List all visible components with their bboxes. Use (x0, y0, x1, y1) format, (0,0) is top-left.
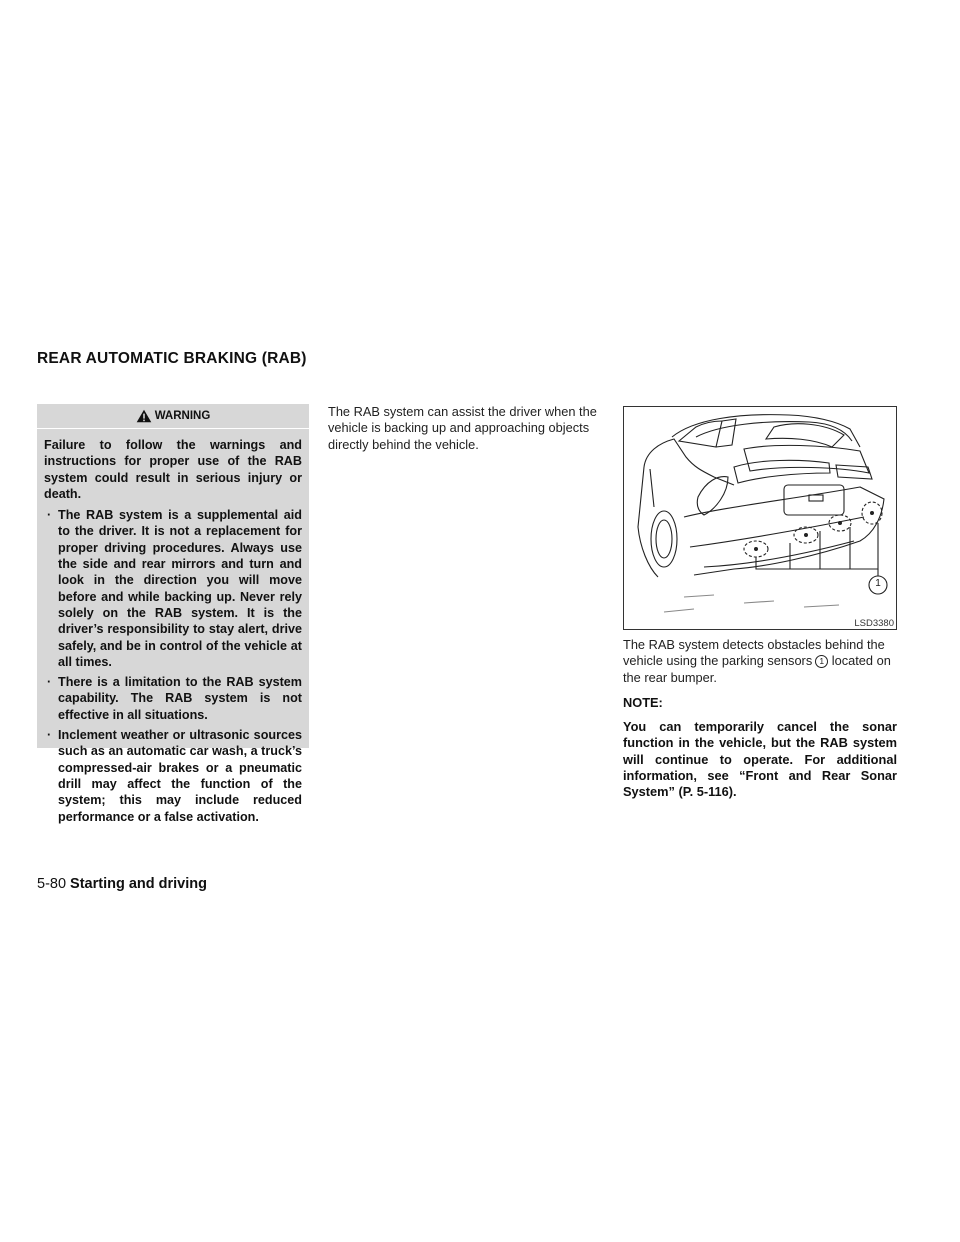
warning-bullet (44, 727, 302, 825)
figure-callout-number: 1 (875, 578, 881, 589)
warning-box (37, 404, 309, 824)
warning-bullet-text: There is a limitation to the RAB system capability. The RAB system is not effective in all situations. (58, 675, 302, 722)
warning-intro: Failure to follow the warnings and instructions for proper use of the RAB system could result in serious injury or death. (44, 438, 302, 501)
detect-paragraph (623, 637, 897, 686)
section-title: REAR AUTOMATIC BRAKING (RAB) (37, 350, 307, 367)
bullet-mark: · (47, 675, 52, 690)
note-heading: NOTE: (623, 694, 663, 710)
detect-text-after: located on the rear bumper. (623, 653, 891, 685)
intro-paragraph: The RAB system can assist the driver when the vehicle is backing up and approaching objects directly behind the vehicle. (328, 404, 597, 452)
figure-code: LSD3380 (854, 618, 894, 629)
chapter-title: Starting and driving (70, 876, 207, 892)
warning-bullet-list (44, 507, 302, 825)
warning-bullet-text: Inclement weather or ultrasonic sources such as an automatic car wash, a truck’s compressed-air brakes or a pneumatic drill may affect the function of the system; this may include reduced performance or a false activation. (58, 728, 302, 824)
warning-bullet (44, 674, 302, 723)
rear-bumper-illustration (623, 406, 897, 630)
note-body: You can temporarily cancel the sonar function in the vehicle, but the RAB system will continue to operate. For additional information, see “Front and Rear Sonar System” (P. 5-116). (623, 719, 897, 800)
callout-number-icon: 1 (815, 655, 828, 668)
warning-bullet-text: The RAB system is a supplemental aid to the driver. It is not a replacement for proper driving procedures. Always use the side and rear mirrors and turn and look in the direction you will move before and while backing up. Never rely solely on the RAB system. It is the driver’s responsibility to stay alert, drive safely, and be in control of the vehicle at all times. (58, 508, 302, 669)
bullet-mark: · (47, 728, 52, 743)
warning-header (37, 404, 309, 429)
detect-text-before: The RAB system detects obstacles behind the vehicle using the parking sensors (623, 637, 885, 669)
warning-triangle-icon (136, 409, 152, 423)
bullet-mark: · (47, 508, 52, 523)
page-footer (37, 876, 207, 892)
car-rear-drawing (624, 407, 896, 629)
page-number: 5-80 (37, 876, 67, 892)
warning-heading: WARNING (154, 410, 211, 422)
warning-bullet (44, 507, 302, 670)
right-column (623, 637, 897, 801)
